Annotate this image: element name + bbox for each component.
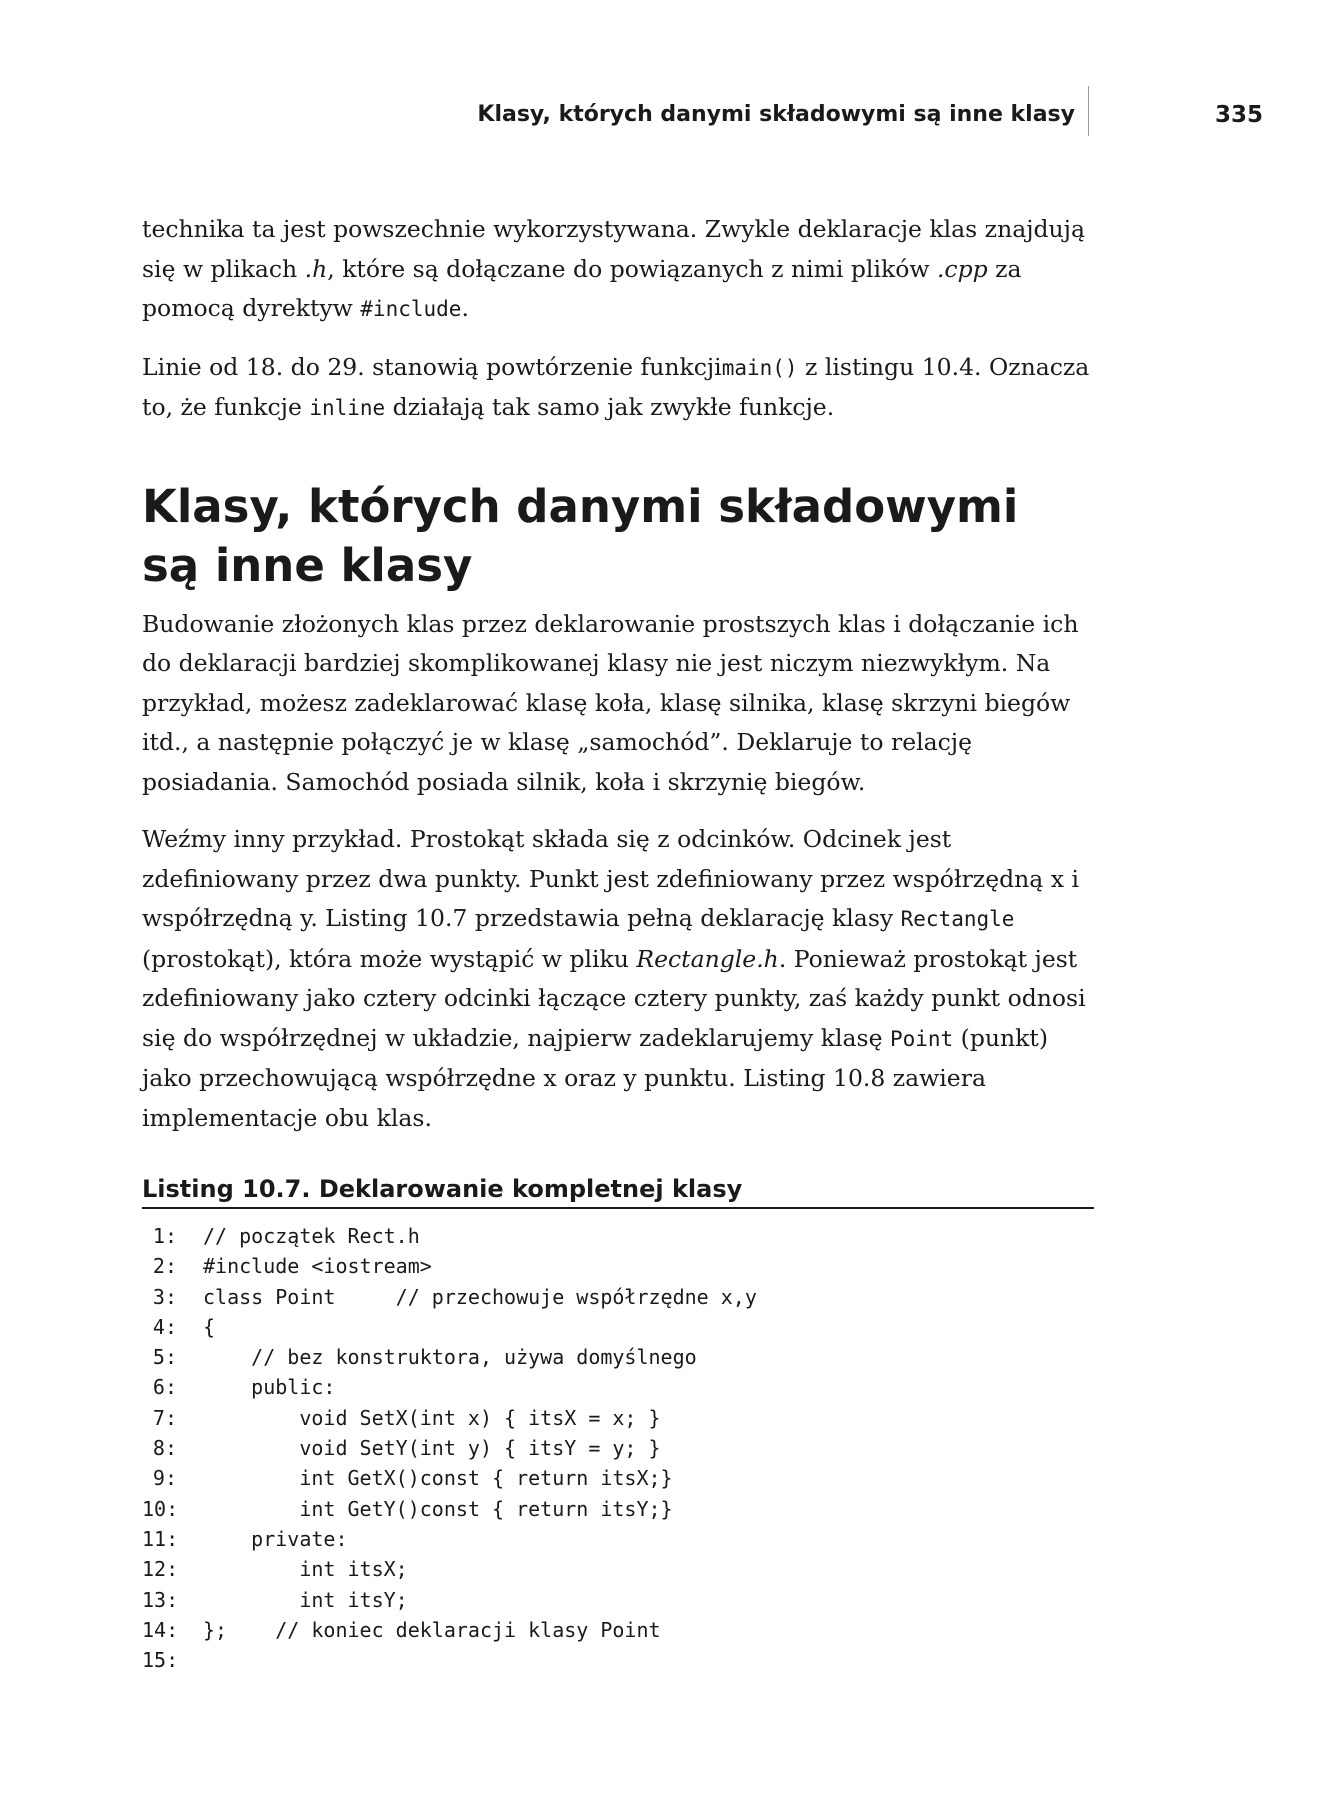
code-text: // bez konstruktora, używa domyślnego <box>203 1345 697 1370</box>
line-number: 9: <box>152 1466 177 1491</box>
text-run: . Ponieważ prostokąt jest zdefiniowany jako cztery odcinki łączące cztery punkty, zaś każdy punkt odnosi się do współrzędnej w układzie, najpierw zadeklarujemy klasę <box>142 944 1086 1052</box>
header-divider <box>1088 86 1089 136</box>
file-name-rectangle-h: Rectangle.h <box>636 944 779 973</box>
code-line <box>142 1645 1092 1675</box>
section-heading <box>142 477 1092 595</box>
code-text: public: <box>203 1375 336 1400</box>
text-run: (punkt) jako przechowującą współrzędne x oraz y punktu. Listing 10.8 zawiera implementacje obu klas. <box>142 1023 1048 1132</box>
text-run: za pomocą dyrektyw <box>142 254 1022 322</box>
line-number: 2: <box>152 1254 177 1279</box>
paragraph-4 <box>142 820 1092 1138</box>
line-number: 8: <box>152 1436 177 1461</box>
inline-code-inline: inline <box>309 396 386 420</box>
code-text: #include <iostream> <box>203 1254 432 1279</box>
line-number: 6: <box>152 1375 177 1400</box>
code-line <box>142 1554 1092 1584</box>
code-text: void SetX(int x) { itsX = x; } <box>203 1405 661 1430</box>
code-line <box>142 1221 1092 1251</box>
line-number: 1: <box>152 1224 177 1248</box>
file-extension-h: .h <box>304 254 328 283</box>
code-text: class Point // przechowuje współrzędne x,y <box>203 1284 757 1309</box>
line-number: 4: <box>152 1314 177 1339</box>
code-line <box>142 1463 1092 1493</box>
code-text: int itsY; <box>203 1587 408 1612</box>
line-number: 14: <box>142 1617 179 1642</box>
paragraph-1 <box>142 210 1092 330</box>
code-line <box>142 1585 1092 1615</box>
code-text: { <box>203 1314 216 1339</box>
code-text: }; // koniec deklaracji klasy Point <box>203 1617 661 1642</box>
text-run: , które są dołączane do powiązanych z nimi plików <box>327 254 937 283</box>
section-heading-line-2: są inne klasy <box>142 538 473 592</box>
page-number: 335 <box>1214 102 1263 128</box>
line-number: 7: <box>152 1405 177 1430</box>
code-text: // początek Rect.h <box>203 1224 420 1248</box>
text-run: działają tak samo jak zwykłe funkcje. <box>385 393 835 421</box>
text-run: (prostokąt), która może wystąpić w pliku <box>142 944 637 973</box>
code-line <box>142 1312 1092 1342</box>
text-run: . <box>461 294 469 322</box>
line-number: 15: <box>142 1648 179 1673</box>
code-text: int itsX; <box>203 1557 408 1582</box>
inline-code-point: Point <box>889 1026 954 1051</box>
code-line <box>142 1524 1092 1554</box>
text-run: Linie od 18. do 29. stanowią powtórzenie funkcji <box>142 352 722 381</box>
code-line <box>142 1342 1092 1372</box>
line-number: 11: <box>142 1526 179 1551</box>
code-line <box>142 1372 1092 1402</box>
inline-code-rectangle: Rectangle <box>900 907 1015 931</box>
code-line <box>142 1433 1092 1463</box>
code-text: void SetY(int y) { itsY = y; } <box>203 1436 661 1461</box>
inline-code-include: #include <box>360 297 462 321</box>
code-line <box>142 1251 1092 1281</box>
file-extension-cpp: .cpp <box>936 254 988 283</box>
listing-caption: Listing 10.7. Deklarowanie kompletnej klasy <box>142 1174 1094 1209</box>
line-number: 3: <box>152 1284 177 1309</box>
line-number: 12: <box>142 1557 179 1582</box>
code-text: int GetX()const { return itsX;} <box>203 1466 673 1491</box>
code-line <box>142 1494 1092 1524</box>
paragraph-2 <box>142 348 1092 429</box>
code-line <box>142 1282 1092 1312</box>
code-text: private: <box>203 1526 348 1551</box>
running-header <box>0 100 1339 140</box>
code-line <box>142 1615 1092 1645</box>
line-number: 5: <box>152 1345 177 1370</box>
text-run: z listingu 10.4. Oznacza to, że funkcje <box>142 352 1090 421</box>
page-content <box>142 210 1092 1675</box>
text-run: Weźmy inny przykład. Prostokąt składa się z odcinków. Odcinek jest zdefiniowany przez dwa punkty. Punkt jest zdefiniowany przez współrzędną x i współrzędną y. Listing 10.7 przedstawia pełną deklarację klasy <box>142 825 1079 932</box>
code-text: int GetY()const { return itsY;} <box>203 1496 673 1521</box>
line-number: 10: <box>142 1496 179 1521</box>
running-title: Klasy, których danymi składowymi są inne klasy <box>477 102 1075 127</box>
code-listing <box>142 1221 1092 1675</box>
inline-code-main: main() <box>721 355 798 380</box>
text-run: technika ta jest powszechnie wykorzystywana. Zwykle deklaracje klas znajdują się w plikach <box>142 215 1085 283</box>
paragraph-3: Budowanie złożonych klas przez deklarowanie prostszych klas i dołączanie ich do deklaracji bardziej skomplikowanej klasy nie jest niczym niezwykłym. Na przykład, możesz zadeklarować klasę koła, klasę silnika, klasę skrzyni biegów itd., a następnie połączyć je w klasę „samochód”. Deklaruje to relację posiadania. Samochód posiada silnik, koła i skrzynię biegów. <box>142 609 1079 796</box>
line-number: 13: <box>142 1587 179 1612</box>
section-heading-line-1: Klasy, których danymi składowymi <box>142 479 1019 533</box>
code-line <box>142 1403 1092 1433</box>
